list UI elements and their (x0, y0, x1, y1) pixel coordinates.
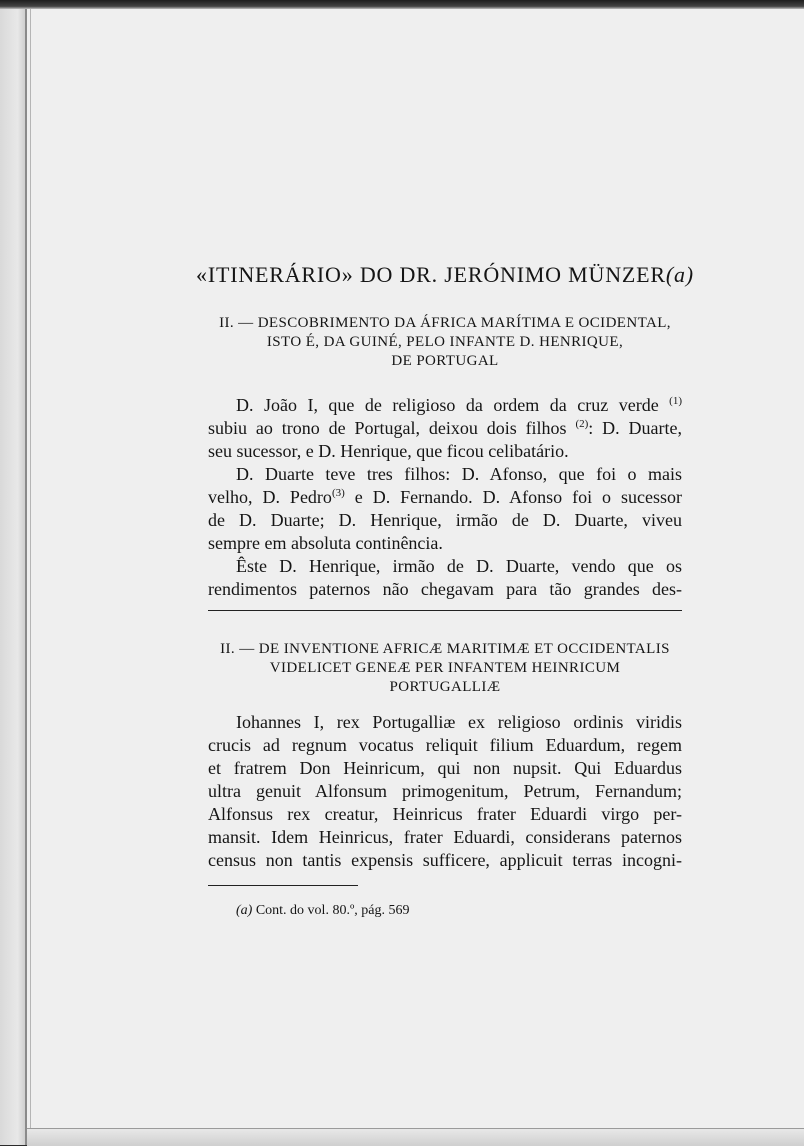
text-line: sempre em absoluta continência. (208, 533, 443, 553)
section-divider (208, 610, 682, 611)
heading-line: II. — DESCOBRIMENTO DA ÁFRICA MARÍTIMA E OCIDENTAL, (219, 315, 671, 331)
text-line: mansit. Idem Heinricus, frater Eduardi, considerans paternos (208, 827, 682, 847)
heading-line: II. — DE INVENTIONE AFRICÆ MARITIMÆ ET OCCIDENTALIS (220, 641, 670, 657)
footnote-ref: (1) (669, 395, 682, 407)
text-line: D. João I, que de religioso da ordem da cruz verde $^{(1)}$ (236, 395, 682, 415)
latin-text (208, 711, 682, 872)
text-line: ultra genuit Alfonsum primogenitum, Petrum, Fernandum; (208, 781, 682, 801)
text-line: de D. Duarte; D. Henrique, irmão de D. Duarte, viveu (208, 510, 682, 530)
page-title (180, 262, 710, 288)
heading-line: PORTUGALLIÆ (389, 679, 501, 695)
heading-line: DE PORTUGAL (391, 353, 499, 369)
text-line: et fratrem Don Heinricum, qui non nupsit. Qui Eduardus (208, 758, 682, 778)
text-line: D. Duarte teve tres filhos: D. Afonso, que foi o mais (236, 464, 682, 484)
heading-line: ISTO É, DA GUINÉ, PELO INFANTE D. HENRIQUE, (266, 334, 624, 350)
footnote-ref: (2) (575, 418, 589, 430)
footnote-ref: (3) (331, 487, 345, 499)
text-line: Iohannes I, rex Portugalliæ ex religioso ordinis viridis (236, 712, 682, 732)
footnote (236, 903, 410, 919)
heading-line: VIDELICET GENEÆ PER INFANTEM HEINRICUM (269, 660, 621, 676)
footnote-mark: (a) (236, 903, 253, 918)
footnote-text: Cont. do vol. 80.º, pág. 569 (255, 903, 410, 918)
text-line: velho, D. Pedro$^{(3)}$ e D. Fernando. D. Afonso foi o sucessor (208, 487, 682, 507)
page-title-text: «ITINERÁRIO» DO DR. JERÓNIMO MÜNZER (196, 262, 666, 287)
footnote-divider (208, 885, 358, 886)
text-line: census non tantis expensis sufficere, applicuit terras incogni- (208, 850, 682, 870)
text-line: seu sucessor, e D. Henrique, que ficou celibatário. (208, 441, 569, 461)
portuguese-text (208, 394, 682, 601)
text-line: crucis ad regnum vocatus reliquit filium Eduardum, regem (208, 735, 682, 755)
latin-section-heading (180, 640, 710, 697)
text-line: subiu ao trono de Portugal, deixou dois filhos $^{(2)}$: D. Duarte, (208, 418, 682, 438)
text-line: rendimentos paternos não chegavam para tão grandes des- (208, 579, 682, 599)
text-line: Alfonsus rex creatur, Heinricus frater Eduardi virgo per- (208, 804, 682, 824)
portuguese-section-heading (180, 314, 710, 371)
title-footnote-mark: (a) (665, 262, 694, 287)
text-line: Êste D. Henrique, irmão de D. Duarte, vendo que os (236, 556, 682, 576)
